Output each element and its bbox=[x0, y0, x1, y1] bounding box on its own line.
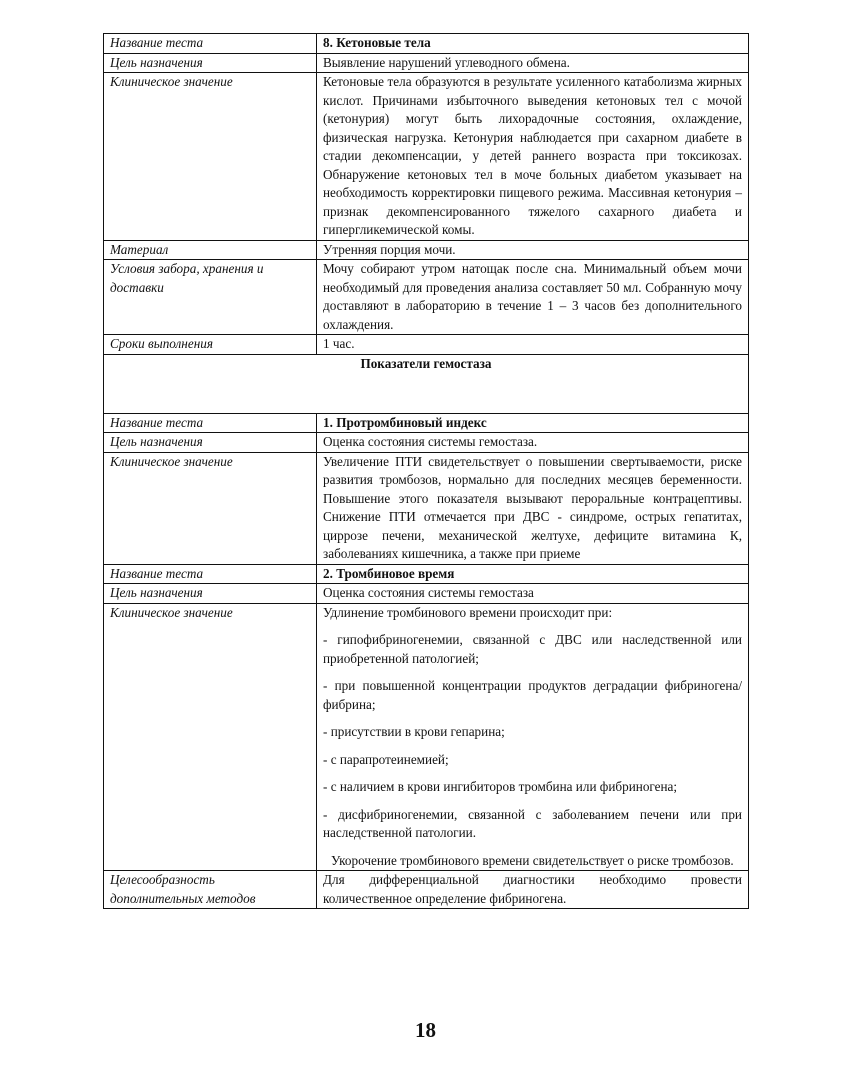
table-row bbox=[104, 335, 749, 355]
table-row bbox=[104, 53, 749, 73]
test-table bbox=[103, 33, 749, 909]
table-row bbox=[104, 260, 749, 335]
row-label: Цель назначения bbox=[104, 433, 317, 453]
row-label: Сроки выполнения bbox=[104, 335, 317, 355]
paragraph: - гипофибриногенемии, связанной с ДВС или наследственной или приобретенной патологией; bbox=[323, 632, 742, 666]
row-label: Клиническое значение bbox=[104, 603, 317, 871]
row-value: Оценка состояния системы гемостаза. bbox=[317, 433, 749, 453]
row-value: Утренняя порция мочи. bbox=[317, 240, 749, 260]
row-value: Для дифференциальной диагностики необходимо провести количественное определение фибриногена. bbox=[317, 871, 749, 909]
paragraph: Удлинение тромбинового времени происходит при: bbox=[323, 604, 613, 620]
paragraph: - при повышенной концентрации продуктов деградации фибриногена/ фибрина; bbox=[323, 678, 742, 712]
row-value: 1 час. bbox=[317, 335, 749, 355]
row-value: Увеличение ПТИ свидетельствует о повышении свертываемости, риске развития тромбозов, нормально для последних месяцев беременности. Повышение этого показателя вызывают пероральные контрацептивы. Снижение ПТИ отмечается при ДВС - синдроме, острых гепатитах, циррозе печени, механической желтухе, дефиците витамина К, заболеваниях кишечника, а также при приеме bbox=[317, 452, 749, 564]
row-value: Выявление нарушений углеводного обмена. bbox=[317, 53, 749, 73]
row-value: 1. Протромбиновый индекс bbox=[317, 413, 749, 433]
row-label: Целесообразность дополнительных методов bbox=[104, 871, 317, 909]
row-label: Название теста bbox=[104, 564, 317, 584]
table-row bbox=[104, 413, 749, 433]
row-value: 8. Кетоновые тела bbox=[317, 34, 749, 54]
table-row bbox=[104, 452, 749, 564]
table-row bbox=[104, 73, 749, 241]
row-label: Клиническое значение bbox=[104, 73, 317, 241]
table-row bbox=[104, 871, 749, 909]
row-value: 2. Тромбиновое время bbox=[317, 564, 749, 584]
row-value: Кетоновые тела образуются в результате усиленного катаболизма жирных кислот. Причинами избыточного выведения кетоновых тел с мочой (кетонурия) могут быть лихорадочные состояния, охлаждение, физическая нагрузка. Кетонурия наблюдается при сахарном диабете в стадии декомпенсации, у детей раннего возраста при токсикозах. Обнаружение кетоновых тел в моче больных диабетом указывает на необходимость корректировки пищевого режима. Массивная кетонурия – признак декомпенсированного тяжелого сахарного диабета и гипергликемической комы. bbox=[317, 73, 749, 241]
row-label: Цель назначения bbox=[104, 584, 317, 604]
paragraph: Укорочение тромбинового времени свидетельствует о риске тромбозов. bbox=[331, 852, 734, 868]
row-label: Условия забора, хранения и доставки bbox=[104, 260, 317, 335]
paragraph: - с наличием в крови ингибиторов тромбина или фибриногена; bbox=[323, 779, 678, 794]
paragraph: - присутствии в крови гепарина; bbox=[323, 724, 505, 739]
row-label: Цель назначения bbox=[104, 53, 317, 73]
paragraph: - дисфибриногенемии, связанной с заболеванием печени или при наследственной патологии. bbox=[323, 806, 742, 840]
row-label: Название теста bbox=[104, 413, 317, 433]
page-number: 18 bbox=[415, 1018, 436, 1042]
table-row bbox=[104, 603, 749, 871]
section-heading-row bbox=[104, 354, 749, 413]
row-value: Оценка состояния системы гемостаза bbox=[317, 584, 749, 604]
row-value: Мочу собирают утром натощак после сна. Минимальный объем мочи необходимый для проведения анализа составляет 50 мл. Собранную мочу доставляют в лабораторию в течение 1 – 3 часов без дополнительного охлаждения. bbox=[317, 260, 749, 335]
table-row bbox=[104, 584, 749, 604]
table-row bbox=[104, 564, 749, 584]
row-label: Материал bbox=[104, 240, 317, 260]
table-row bbox=[104, 240, 749, 260]
paragraph: - с парапротеинемией; bbox=[323, 751, 449, 767]
row-value bbox=[317, 603, 749, 871]
table-row bbox=[104, 433, 749, 453]
row-label: Клиническое значение bbox=[104, 452, 317, 564]
table-row bbox=[104, 34, 749, 54]
section-heading: Показатели гемостаза bbox=[104, 354, 749, 413]
document-page bbox=[103, 33, 749, 909]
row-label: Название теста bbox=[104, 34, 317, 54]
